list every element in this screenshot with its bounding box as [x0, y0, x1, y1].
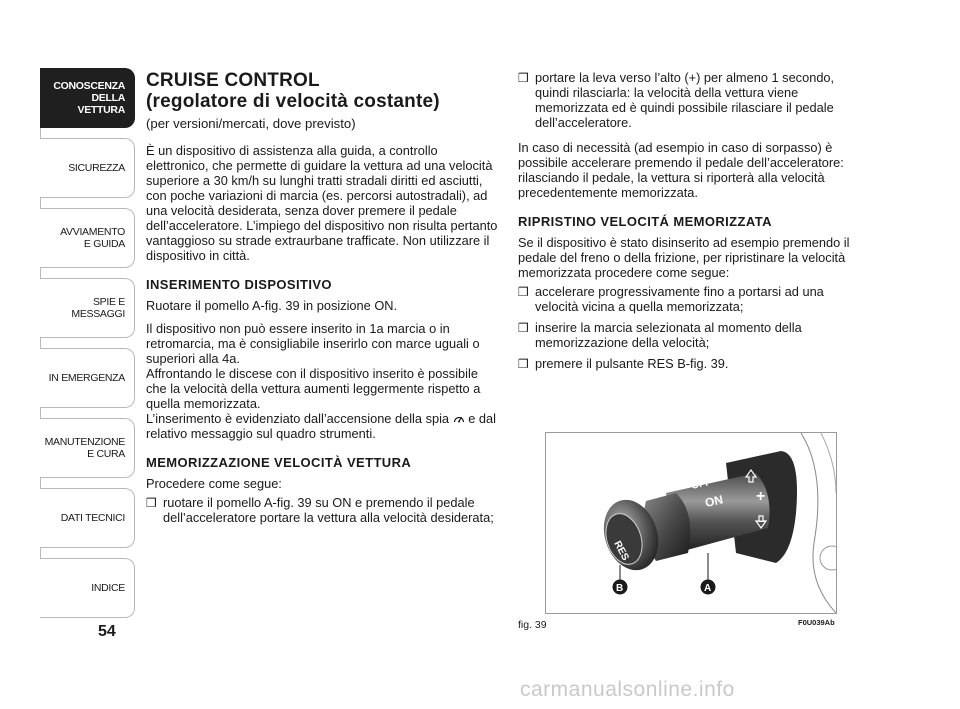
- cruise-control-warning-icon: [453, 413, 465, 424]
- paragraph: In caso di necessità (ad esempio in caso di sorpasso) è possibile accelerare premendo il pedale dell’acceleratore: rilasciando il pedale, la vettura si riporterà alla velocità precedentemente memorizzata.: [518, 140, 844, 200]
- off-position-label: OFF: [690, 477, 713, 492]
- tab-conoscenza-della-vettura[interactable]: CONOSCENZA DELLA VETTURA: [40, 68, 135, 128]
- checkbox-bullet-icon: ❒: [518, 357, 529, 371]
- paragraph: Ruotare il pomello A-fig. 39 in posizione ON.: [146, 298, 398, 313]
- section-heading-ripristino: RIPRISTINO VELOCITÁ MEMORIZZATA: [518, 214, 772, 229]
- page-title: CRUISE CONTROL: [146, 70, 320, 91]
- checkbox-bullet-icon: ❒: [146, 496, 157, 510]
- page-number: 54: [98, 623, 116, 640]
- figure-caption: fig. 39: [518, 619, 547, 631]
- figure-cruise-control-lever: [545, 432, 837, 614]
- tab-sicurezza[interactable]: SICUREZZA: [40, 138, 135, 198]
- tab-manutenzione-e-cura[interactable]: MANUTENZIONE E CURA: [40, 418, 135, 478]
- paragraph-warning-light: [146, 411, 498, 441]
- list-item: [518, 284, 868, 314]
- callout-b-label: B: [616, 583, 624, 594]
- list-item: [518, 356, 868, 371]
- checkbox-bullet-icon: ❒: [518, 285, 529, 299]
- paragraph: Il dispositivo non può essere inserito in 1a marcia o in retromarcia, ma è consigliabile inserirlo con marce uguali o superiori alla 4a.: [146, 321, 480, 366]
- list-item: [146, 495, 498, 525]
- list-item: [518, 70, 868, 130]
- tab-indice[interactable]: INDICE: [40, 558, 135, 618]
- checkbox-bullet-icon: ❒: [518, 321, 529, 335]
- left-column: [146, 70, 498, 531]
- callout-a-label: A: [704, 583, 712, 594]
- list-item: [518, 320, 868, 350]
- page-title-sub: (regolatore di velocità costante): [146, 91, 440, 112]
- checkbox-bullet-icon: ❒: [518, 71, 529, 85]
- figure-code: F0U039Ab: [798, 618, 835, 627]
- res-button-label: RES: [611, 539, 631, 563]
- tab-in-emergenza[interactable]: IN EMERGENZA: [40, 348, 135, 408]
- tab-spie-e-messaggi[interactable]: SPIE E MESSAGGI: [40, 278, 135, 338]
- plus-label: +: [756, 488, 766, 505]
- on-position-label: ON: [703, 492, 725, 510]
- lever-illustration: [546, 433, 836, 613]
- watermark: carmanualsonline.info: [520, 678, 735, 701]
- section-heading-inserimento: INSERIMENTO DISPOSITIVO: [146, 277, 332, 292]
- right-column: [518, 70, 868, 377]
- tab-dati-tecnici[interactable]: DATI TECNICI: [40, 488, 135, 548]
- list-item-text: premere il pulsante RES B-fig. 39.: [535, 356, 729, 371]
- paragraph-text: L’inserimento è evidenziato dall’accensione della spia: [146, 411, 450, 426]
- availability-note: (per versioni/mercati, dove previsto): [146, 116, 356, 131]
- minus-label: –: [758, 512, 766, 528]
- list-item-text: inserire la marcia selezionata al momento della memorizzazione della velocità;: [535, 320, 802, 350]
- tab-avviamento-e-guida[interactable]: AVVIAMENTO E GUIDA: [40, 208, 135, 268]
- list-item-text: ruotare il pomello A-fig. 39 su ON e premendo il pedale dell’acceleratore portare la vettura alla velocità desiderata;: [163, 495, 494, 525]
- section-tabs: [40, 68, 135, 628]
- intro-paragraph: È un dispositivo di assistenza alla guida, a controllo elettronico, che permette di guidare la vettura ad una velocità superiore a 30 km/h su lunghi tratti stradali diritti ed asciutti, con poche variazioni di marcia (es. percorsi autostradali), ad una velocità desiderata, senza dover premere il pedale dell’acceleratore. L’impiego del dispositivo non risulta pertanto vantaggioso su strade extraurbane trafficate. Non utilizzare il dispositivo in città.: [146, 143, 498, 263]
- paragraph: Se il dispositivo è stato disinserito ad esempio premendo il pedale del freno o della frizione, per ripristinare la velocità memorizzata procedere come segue:: [518, 235, 850, 280]
- list-item-text: portare la leva verso l’alto (+) per almeno 1 secondo, quindi rilasciarla: la velocità della vettura viene memorizzata ed è quindi possibile rilasciare il pedale dell’acceleratore.: [535, 70, 835, 130]
- list-item-text: accelerare progressivamente fino a portarsi ad una velocità vicina a quella memorizzata;: [535, 284, 824, 314]
- paragraph: Procedere come segue:: [146, 476, 282, 491]
- paragraph: Affrontando le discese con il dispositivo inserito è possibile che la velocità della vettura aumenti leggermente rispetto a quella memorizzata.: [146, 366, 481, 411]
- paragraph-text: e dal relativo messaggio sul quadro strumenti.: [146, 411, 496, 441]
- section-heading-memorizzazione: MEMORIZZAZIONE VELOCITÀ VETTURA: [146, 455, 412, 470]
